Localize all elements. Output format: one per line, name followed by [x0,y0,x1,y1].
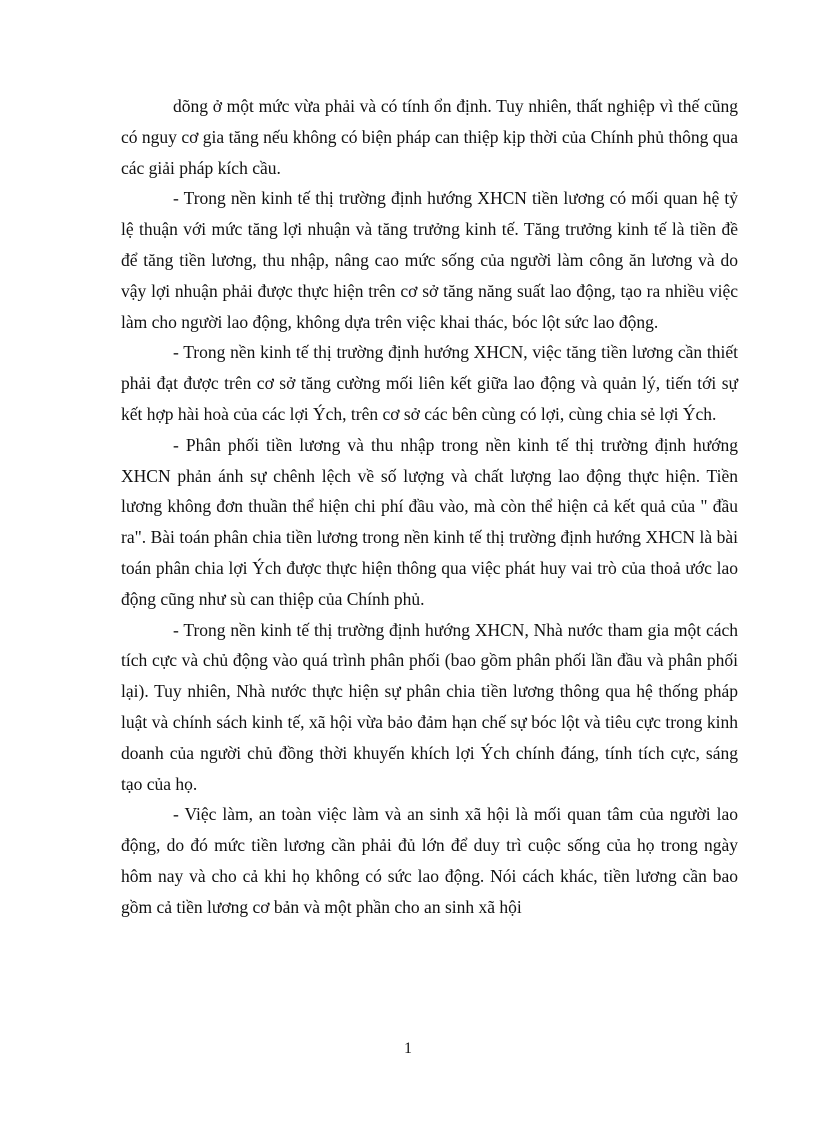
paragraph-5: - Trong nền kinh tế thị trường định hướng XHCN, Nhà nước tham gia một cách tích cực và chủ động vào quá trình phân phối (bao gồm phân phối lần đầu và phân phối lại). Tuy nhiên, Nhà nước thực hiện sự phân chia tiền lương thông qua hệ thống pháp luật và chính sách kinh tế, xã hội vừa bảo đảm hạn chế sự bóc lột và tiêu cực trong kinh doanh của người chủ đồng thời khuyến khích lợi Ých chính đáng, tính tích cực, sáng tạo của họ. [121,619,738,794]
paragraph-6: - Việc làm, an toàn việc làm và an sinh xã hội là mối quan tâm của người lao động, do đó mức tiền lương cần phải đủ lớn để duy trì cuộc sống của họ trong ngày hôm nay và cho cả khi họ không có sức lao động. Nói cách khác, tiền lương cần bao gồm cả tiền lương cơ bản và một phần cho an sinh xã hội [121,804,738,917]
paragraph-3: - Trong nền kinh tế thị trường định hướng XHCN, việc tăng tiền lương cần thiết phải đạt được trên cơ sở tăng cường mối liên kết giữa lao động và quản lý, tiến tới sự kết hợp hài hoà của các lợi Ých, trên cơ sở các bên cùng có lợi, cùng chia sẻ lợi Ých. [121,342,738,424]
paragraph-4: - Phân phối tiền lương và thu nhập trong nền kinh tế thị trường định hướng XHCN phản ánh sự chênh lệch về số lượng và chất lượng lao động thực hiện. Tiền lương không đơn thuần thể hiện chi phí đầu vào, mà còn thể hiện cả kết quả của " đầu ra". Bài toán phân chia tiền lương trong nền kinh tế thị trường định hướng XHCN là bài toán phân chia lợi Ých được thực hiện thông qua việc phát huy vai trò của thoả ước lao động cũng như sù can thiệp của Chính phủ. [121,434,738,609]
page-number: 1 [404,1040,412,1057]
paragraph-1: dõng ở một mức vừa phải và có tính ổn định. Tuy nhiên, thất nghiệp vì thế cũng có nguy cơ gia tăng nếu không có biện pháp can thiệp kịp thời của Chính phủ thông qua các giải pháp kích cầu. [121,96,738,178]
document-body [121,91,738,923]
paragraph-2: - Trong nền kinh tế thị trường định hướng XHCN tiền lương có mối quan hệ tỷ lệ thuận với mức tăng lợi nhuận và tăng trưởng kinh tế. Tăng trưởng kinh tế là tiền đề để tăng tiền lương, thu nhập, nâng cao mức sống của người làm công ăn lương và do vậy lợi nhuận phải được thực hiện trên cơ sở tăng năng suất lao động, tạo ra nhiều việc làm cho người lao động, không dựa trên việc khai thác, bóc lột sức lao động. [121,188,738,332]
